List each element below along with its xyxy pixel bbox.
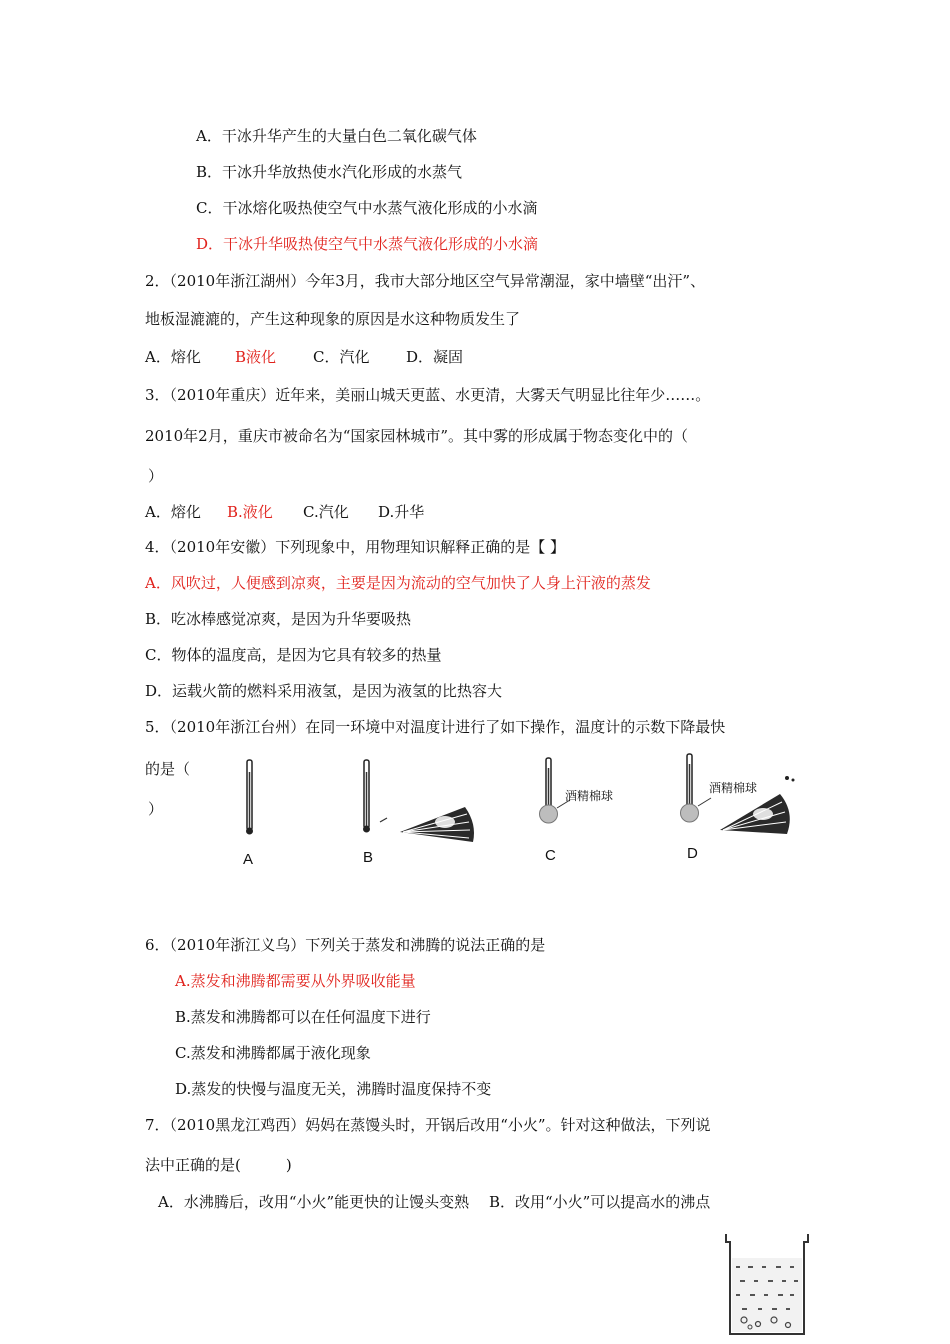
q5-stem-line3: ） xyxy=(148,800,164,818)
q4-stem: 4．（2010年安徽）下列现象中，用物理知识解释正确的是【 】 xyxy=(145,538,565,556)
q7-stem-line1: 7．（2010黑龙江鸡西）妈妈在蒸馒头时，开锅后改用“小火”。针对这种做法，下列说 xyxy=(145,1116,711,1134)
figure-label-a: A xyxy=(243,851,254,868)
q1-option-b: B．干冰升华放热使水汽化形成的水蒸气 xyxy=(196,163,463,181)
fan-icon-b xyxy=(380,807,474,842)
q6-stem: 6．（2010年浙江义乌）下列关于蒸发和沸腾的说法正确的是 xyxy=(145,936,546,954)
q1-option-a: A．干冰升华产生的大量白色二氧化碳气体 xyxy=(196,127,477,145)
q6-option-d: D.蒸发的快慢与温度无关，沸腾时温度保持不变 xyxy=(175,1080,492,1098)
thermometer-a xyxy=(246,760,253,835)
q4-option-a-answer: A．风吹过，人便感到凉爽，主要是因为流动的空气加快了人身上汗液的蒸发 xyxy=(145,574,651,592)
q3-option-d: D.升华 xyxy=(378,503,425,521)
thermometer-d xyxy=(681,754,712,822)
q7-options-line: A．水沸腾后，改用“小火”能更快的让馒头变熟 B．改用“小火”可以提高水的沸点 xyxy=(158,1193,711,1211)
q3-stem-line3: ） xyxy=(148,467,164,485)
q3-stem-line2: 2010年2月，重庆市被命名为“国家园林城市”。其中雾的形成属于物态变化中的（ xyxy=(145,427,689,445)
q7-stem-line2: 法中正确的是( ) xyxy=(145,1156,292,1174)
q1-option-c: C．干冰熔化吸热使空气中水蒸气液化形成的小水滴 xyxy=(196,199,538,217)
q3-option-c: C.汽化 xyxy=(303,503,349,521)
q2-stem-line1: 2．（2010年浙江湖州）今年3月，我市大部分地区空气异常潮湿，家中墙壁“出汗”、 xyxy=(145,272,706,290)
beaker-illustration xyxy=(718,1228,814,1338)
q3-option-b-answer: B.液化 xyxy=(227,503,273,521)
q4-option-d: D．运载火箭的燃料采用液氢，是因为液氢的比热容大 xyxy=(145,682,503,700)
figure-label-c: C xyxy=(545,847,556,864)
ball-label-c: 酒精棉球 xyxy=(565,789,614,803)
q2-option-d: D．凝固 xyxy=(406,348,464,366)
q5-stem-line1: 5．（2010年浙江台州）在同一环境中对温度计进行了如下操作，温度计的示数下降最快 xyxy=(145,718,726,736)
q6-option-b: B.蒸发和沸腾都可以在任何温度下进行 xyxy=(175,1008,431,1026)
figure-label-b: B xyxy=(363,849,374,866)
q2-stem-line2: 地板湿漉漉的，产生这种现象的原因是水这种物质发生了 xyxy=(145,310,521,328)
q5-stem-line2: 的是（ xyxy=(145,760,191,778)
q2-option-c: C．汽化 xyxy=(313,348,370,366)
q6-option-c: C.蒸发和沸腾都属于液化现象 xyxy=(175,1044,371,1062)
q4-option-b: B．吃冰棒感觉凉爽，是因为升华要吸热 xyxy=(145,610,412,628)
q2-option-a: A．熔化 xyxy=(145,348,201,366)
q1-option-d-answer: D．干冰升华吸热使空气中水蒸气液化形成的小水滴 xyxy=(196,235,539,253)
q3-stem-line1: 3．（2010年重庆）近年来，美丽山城天更蓝、水更清，大雾天气明显比往年少……。 xyxy=(145,386,711,404)
q3-option-a: A．熔化 xyxy=(145,503,201,521)
q4-option-c: C．物体的温度高，是因为它具有较多的热量 xyxy=(145,646,442,664)
q6-option-a-answer: A.蒸发和沸腾都需要从外界吸收能量 xyxy=(175,972,416,990)
figure-label-d: D xyxy=(687,845,698,862)
q2-option-b-answer: B液化 xyxy=(235,348,277,366)
ball-label-d: 酒精棉球 xyxy=(709,781,758,795)
thermometer-figure xyxy=(215,752,805,872)
thermometer-b xyxy=(363,760,370,833)
